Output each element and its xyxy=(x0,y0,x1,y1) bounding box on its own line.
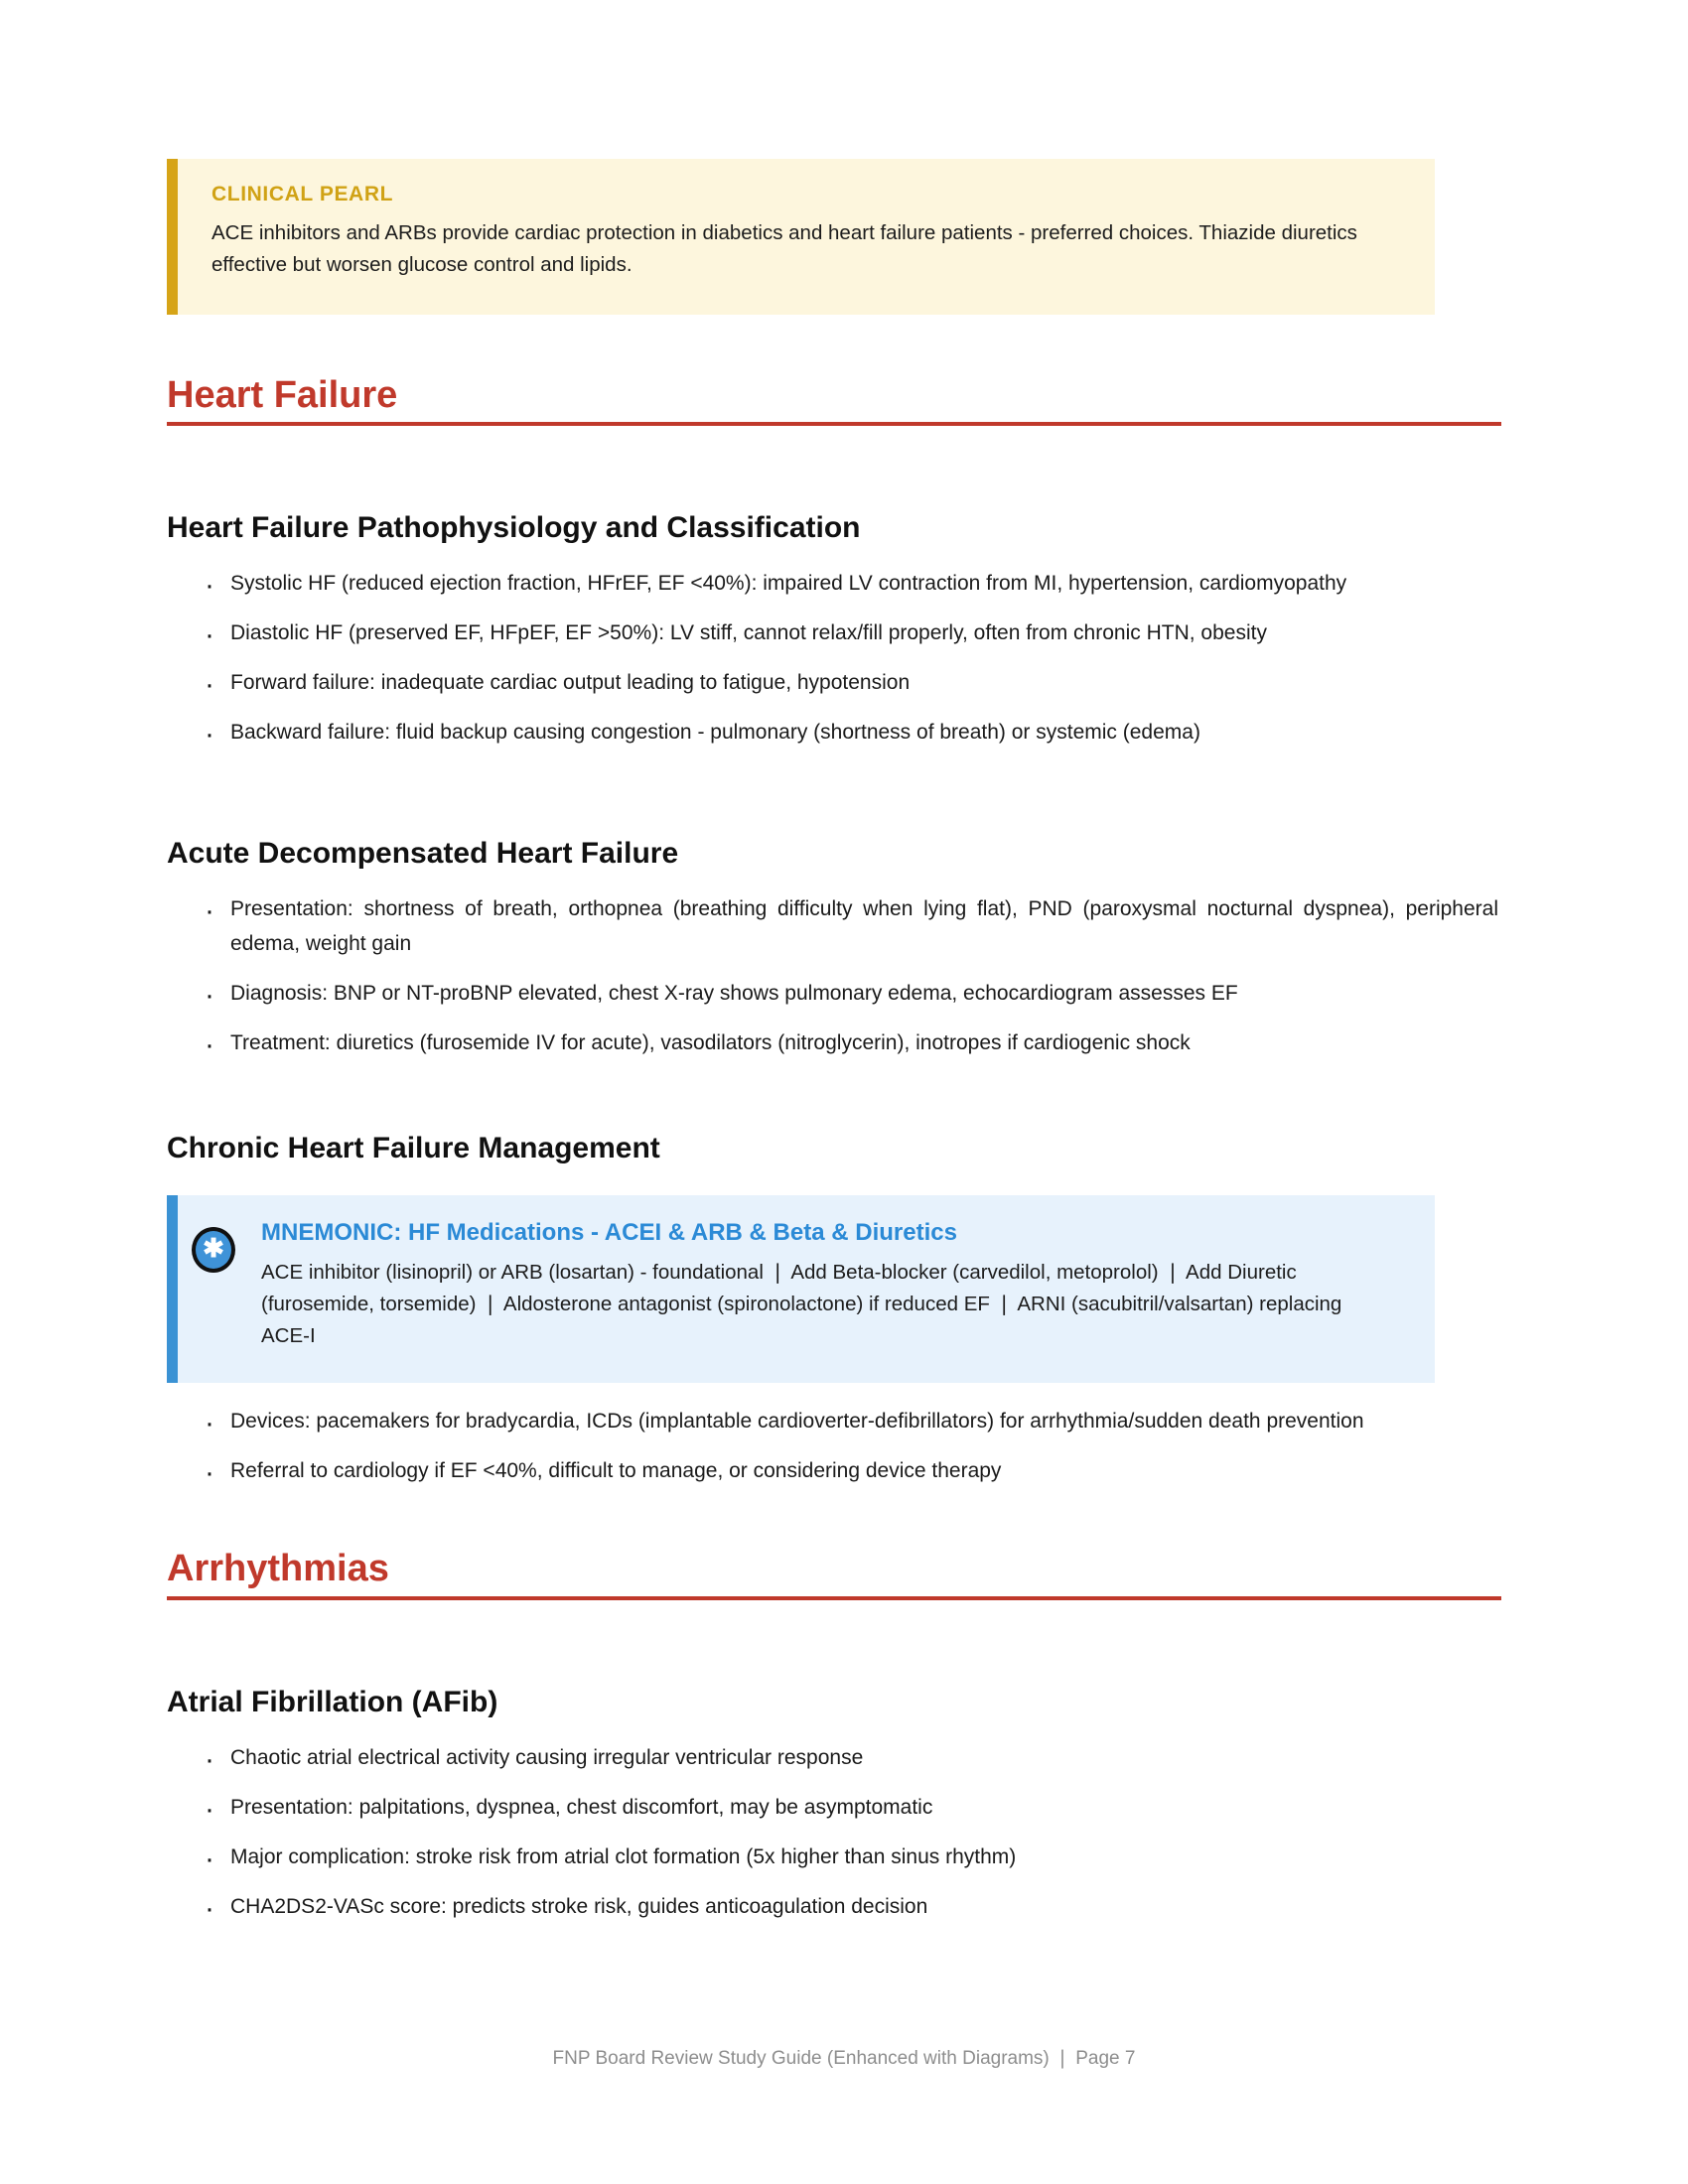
list-item: · Presentation: palpitations, dyspnea, chest discomfort, may be asymptomatic xyxy=(201,1791,1502,1825)
section-rule xyxy=(167,1596,1501,1600)
mnemonic-content xyxy=(211,1219,1401,1353)
clinical-pearl-body: ACE inhibitors and ARBs provide cardiac protection in diabetics and heart failure patients - preferred choices. Thiazide diuretics effective but worsen glucose control and lipids. xyxy=(211,221,1357,276)
asterisk-star-icon xyxy=(192,1227,235,1273)
list-item: · Major complication: stroke risk from atrial clot formation (5x higher than sinus rhythm) xyxy=(201,1841,1502,1874)
page-content xyxy=(167,0,1502,1924)
section-heading-heart-failure xyxy=(167,373,1501,427)
clinical-pearl-label: CLINICAL PEARL xyxy=(211,183,394,205)
subheading-pathophysiology: Heart Failure Pathophysiology and Classification xyxy=(167,511,861,545)
list-item: · CHA2DS2-VASc score: predicts stroke risk, guides anticoagulation decision xyxy=(201,1890,1502,1924)
list-item: · Devices: pacemakers for bradycardia, ICDs (implantable cardioverter-defibrillators) for arrhythmia/sudden death prevention xyxy=(201,1405,1502,1438)
list-item: · Diastolic HF (preserved EF, HFpEF, EF >50%): LV stiff, cannot relax/fill properly, often from chronic HTN, obesity xyxy=(201,616,1502,650)
section-rule xyxy=(167,422,1501,426)
bullet-list-acute-decompensated xyxy=(167,892,1502,1059)
asterisk-glyph: ✱ xyxy=(203,1233,224,1264)
list-item: · Presentation: shortness of breath, orthopnea (breathing difficulty when lying flat), PND (paroxysmal nocturnal dyspnea), peripheral edema, weight gain xyxy=(201,892,1502,960)
mnemonic-title: MNEMONIC: HF Medications - ACEI & ARB & Beta & Diuretics xyxy=(261,1218,957,1246)
bullet-list-pathophysiology xyxy=(167,567,1502,750)
list-item: · Backward failure: fluid backup causing congestion - pulmonary (shortness of breath) or systemic (edema) xyxy=(201,716,1502,750)
mnemonic-callout xyxy=(167,1195,1435,1383)
section-title: Arrhythmias xyxy=(167,1547,389,1589)
bullet-list-chronic-management xyxy=(167,1405,1502,1488)
page-footer: FNP Board Review Study Guide (Enhanced with Diagrams) ❘ Page 7 xyxy=(552,2048,1136,2069)
section-heading-arrhythmias xyxy=(167,1547,1501,1600)
mnemonic-body: ACE inhibitor (lisinopril) or ARB (losartan) - foundational ❘ Add Beta-blocker (carvedilol, metoprolol) ❘ Add Diuretic (furosemide, torsemide) ❘ Aldosterone antagonist (spironolactone) if reduced EF ❘ ARNI (sacubitril/valsartan) replacing ACE-I xyxy=(261,1260,1342,1348)
list-item: · Systolic HF (reduced ejection fraction, HFrEF, EF <40%): impaired LV contraction from MI, hypertension, cardiomyopathy xyxy=(201,567,1502,601)
bullet-list-atrial-fibrillation xyxy=(167,1741,1502,1924)
section-title: Heart Failure xyxy=(167,373,398,416)
list-item: · Referral to cardiology if EF <40%, difficult to manage, or considering device therapy xyxy=(201,1454,1502,1488)
list-item: · Diagnosis: BNP or NT-proBNP elevated, chest X-ray shows pulmonary edema, echocardiogram assesses EF xyxy=(201,977,1502,1011)
subheading-chronic-management: Chronic Heart Failure Management xyxy=(167,1131,660,1164)
subheading-atrial-fibrillation: Atrial Fibrillation (AFib) xyxy=(167,1685,498,1718)
list-item: · Forward failure: inadequate cardiac output leading to fatigue, hypotension xyxy=(201,666,1502,700)
clinical-pearl-callout xyxy=(167,159,1435,315)
list-item: · Treatment: diuretics (furosemide IV for acute), vasodilators (nitroglycerin), inotropes if cardiogenic shock xyxy=(201,1026,1502,1060)
list-item: · Chaotic atrial electrical activity causing irregular ventricular response xyxy=(201,1741,1502,1775)
subheading-acute-decompensated: Acute Decompensated Heart Failure xyxy=(167,837,679,871)
